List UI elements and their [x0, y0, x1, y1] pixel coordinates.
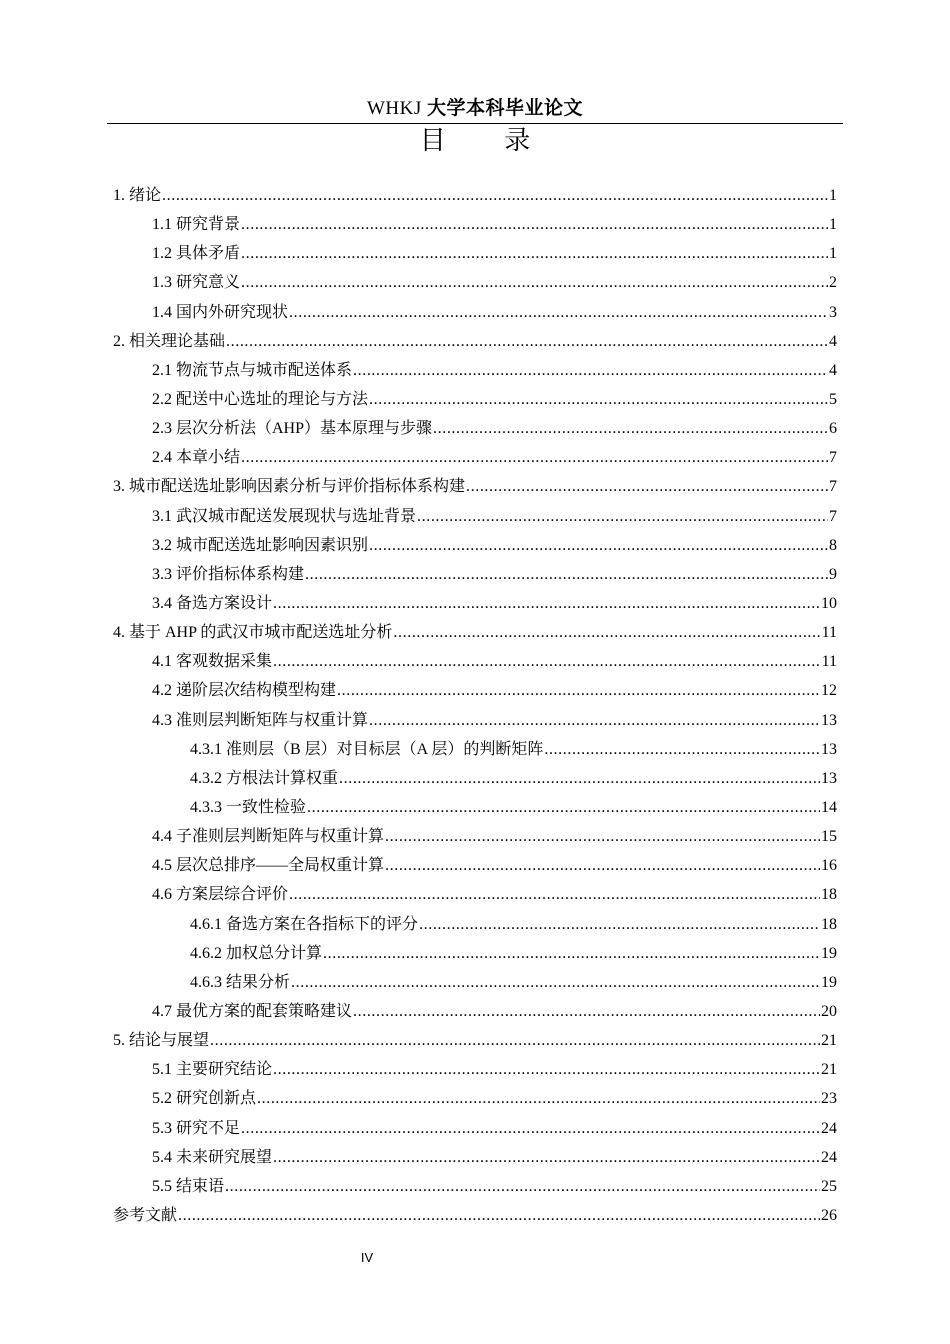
- toc-leader-dots: [226, 327, 828, 356]
- toc-entry-page: 15: [821, 828, 837, 846]
- toc-leader-dots: [307, 793, 820, 822]
- toc-entry[interactable]: [113, 268, 837, 297]
- toc-leader-dots: [178, 1201, 820, 1230]
- toc-entry[interactable]: [113, 1055, 837, 1084]
- toc-entry[interactable]: [113, 735, 837, 764]
- toc-entry-page: 4: [829, 332, 837, 350]
- toc-entry-page: 12: [821, 682, 837, 700]
- toc-leader-dots: [544, 735, 820, 764]
- toc-entry-label: 5.3 研究不足: [152, 1119, 241, 1137]
- toc-entry-label: 4.3.1 准则层（B 层）对目标层（A 层）的判断矩阵: [190, 740, 544, 758]
- toc-entry-page: 18: [821, 915, 837, 933]
- toc-leader-dots: [419, 910, 820, 939]
- toc-entry-label: 4.5 层次总排序——全局权重计算: [152, 857, 385, 875]
- running-header: [107, 96, 843, 124]
- toc-entry-label: 5.4 未来研究展望: [152, 1148, 273, 1166]
- toc-entry[interactable]: [113, 1084, 837, 1113]
- toc-entry-page: 19: [821, 944, 837, 962]
- toc-entry[interactable]: [113, 851, 837, 880]
- toc-entry-label: 4.6.3 结果分析: [190, 973, 291, 991]
- toc-leader-dots: [305, 560, 828, 589]
- toc-entry-label: 5.5 结束语: [152, 1177, 225, 1195]
- toc-entry[interactable]: [113, 822, 837, 851]
- toc-entry-label: 2.3 层次分析法（AHP）基本原理与步骤: [152, 420, 433, 438]
- toc-title: 目 录: [419, 126, 557, 155]
- toc-entry-page: 3: [829, 303, 837, 321]
- toc-entry-label: 5. 结论与展望: [113, 1032, 210, 1050]
- toc-entry-page: 13: [821, 769, 837, 787]
- toc-leader-dots: [289, 298, 828, 327]
- toc-entry[interactable]: [113, 939, 837, 968]
- toc-entry[interactable]: [113, 472, 837, 501]
- toc-entry[interactable]: [113, 793, 837, 822]
- toc-entry[interactable]: [113, 356, 837, 385]
- toc-leader-dots: [369, 706, 820, 735]
- toc-entry[interactable]: [113, 1201, 837, 1230]
- toc-entry[interactable]: [113, 1143, 837, 1172]
- toc-entry-label: 1.1 研究背景: [152, 216, 241, 234]
- toc-entry-label: 4.6.2 加权总分计算: [190, 944, 323, 962]
- toc-entry-label: 4.3.3 一致性检验: [190, 798, 307, 816]
- toc-entry-page: 21: [821, 1032, 837, 1050]
- toc-entry-label: 2. 相关理论基础: [113, 332, 226, 350]
- toc-entry-page: 23: [821, 1090, 837, 1108]
- toc-entry-page: 1: [829, 187, 837, 204]
- toc-leader-dots: [466, 472, 828, 501]
- toc-entry-page: 2: [829, 274, 837, 292]
- toc-entry-page: 16: [821, 857, 837, 875]
- toc-leader-dots: [385, 851, 820, 880]
- toc-entry[interactable]: [113, 210, 837, 239]
- toc-leader-dots: [353, 997, 820, 1026]
- toc-entry[interactable]: [113, 502, 837, 531]
- toc-entry[interactable]: [113, 997, 837, 1026]
- toc-entry-label: 4.3 准则层判断矩阵与权重计算: [152, 711, 369, 729]
- toc-entry[interactable]: [113, 385, 837, 414]
- toc-entry-page: 24: [821, 1148, 837, 1166]
- toc-entry-label: 4.1 客观数据采集: [152, 653, 273, 671]
- toc-entry-page: 9: [829, 565, 837, 583]
- toc-entry[interactable]: [113, 239, 837, 268]
- toc-leader-dots: [369, 531, 828, 560]
- toc-leader-dots: [273, 647, 821, 676]
- toc-leader-dots: [241, 443, 828, 472]
- toc-leader-dots: [210, 1026, 820, 1055]
- toc-entry-page: 14: [821, 798, 837, 816]
- toc-entry-page: 10: [821, 594, 837, 612]
- toc-leader-dots: [291, 968, 820, 997]
- toc-entry-page: 5: [829, 390, 837, 408]
- toc-entry[interactable]: [113, 560, 837, 589]
- toc-leader-dots: [241, 210, 828, 239]
- toc-entry[interactable]: [113, 589, 837, 618]
- toc-leader-dots: [273, 1143, 820, 1172]
- toc-entry-label: 4.4 子准则层判断矩阵与权重计算: [152, 828, 385, 846]
- toc-entry-label: 4.7 最优方案的配套策略建议: [152, 1002, 353, 1020]
- toc-entry-label: 3.1 武汉城市配送发展现状与选址背景: [152, 507, 417, 525]
- toc-entry-label: 1.2 具体矛盾: [152, 245, 241, 263]
- toc-entry[interactable]: [113, 181, 837, 210]
- toc-entry-label: 4.6 方案层综合评价: [152, 886, 289, 904]
- header-latin: WHKJ: [366, 98, 427, 119]
- toc-entry-page: 24: [821, 1119, 837, 1137]
- toc-entry[interactable]: [113, 1026, 837, 1055]
- toc-entry-label: 2.2 配送中心选址的理论与方法: [152, 390, 369, 408]
- toc-leader-dots: [393, 618, 820, 647]
- toc-entry[interactable]: [113, 1172, 837, 1201]
- toc-entry-label: 4.6.1 备选方案在各指标下的评分: [190, 915, 419, 933]
- toc-entry-label: 5.2 研究创新点: [152, 1090, 257, 1108]
- toc-entry[interactable]: [113, 910, 837, 939]
- toc-leader-dots: [323, 939, 820, 968]
- toc-leader-dots: [225, 1172, 820, 1201]
- toc-entry-label: 2.1 物流节点与城市配送体系: [152, 361, 353, 379]
- toc-leader-dots: [241, 239, 828, 268]
- header-title: 大学本科毕业论文: [427, 98, 584, 119]
- toc-entry-page: 20: [821, 1002, 837, 1020]
- toc-leader-dots: [417, 502, 828, 531]
- toc-entry-label: 3.2 城市配送选址影响因素识别: [152, 536, 369, 554]
- toc-entry-label: 4.2 递阶层次结构模型构建: [152, 682, 337, 700]
- toc-leader-dots: [257, 1084, 820, 1113]
- toc-entry-page: 8: [829, 536, 837, 554]
- toc-entry-page: 7: [829, 449, 837, 467]
- toc-entry-page: 4: [829, 361, 837, 379]
- toc-entry-label: 3.4 备选方案设计: [152, 594, 273, 612]
- toc-entry-label: 1.4 国内外研究现状: [152, 303, 289, 321]
- toc-entry-page: 21: [821, 1061, 837, 1079]
- toc-entry[interactable]: [113, 880, 837, 909]
- toc-entry-page: 26: [821, 1206, 837, 1224]
- toc-leader-dots: [339, 764, 820, 793]
- toc-entry-page: 7: [829, 507, 837, 525]
- toc-entry[interactable]: [113, 647, 837, 676]
- toc-leader-dots: [337, 676, 820, 705]
- toc-entry-label: 3.3 评价指标体系构建: [152, 565, 305, 583]
- toc-entry[interactable]: [113, 414, 837, 443]
- toc-entry-page: 11: [821, 624, 837, 642]
- toc-entry-page: 13: [821, 711, 837, 729]
- toc-entry[interactable]: [113, 764, 837, 793]
- toc-entry-label: 1. 绪论: [113, 187, 162, 204]
- toc-leader-dots: [273, 589, 820, 618]
- toc-entry-page: 19: [821, 973, 837, 991]
- toc-entry[interactable]: [113, 706, 837, 735]
- toc-leader-dots: [433, 414, 828, 443]
- toc-entry-page: 1: [829, 216, 837, 234]
- table-of-contents: [113, 181, 837, 1230]
- toc-entry[interactable]: [113, 618, 837, 647]
- toc-entry[interactable]: [113, 298, 837, 327]
- toc-entry-label: 4. 基于 AHP 的武汉市城市配送选址分析: [113, 624, 393, 642]
- toc-entry-page: 11: [821, 653, 837, 671]
- toc-leader-dots: [162, 181, 828, 210]
- toc-entry-label: 3. 城市配送选址影响因素分析与评价指标体系构建: [113, 478, 466, 496]
- toc-leader-dots: [273, 1055, 820, 1084]
- toc-entry-label: 4.3.2 方根法计算权重: [190, 769, 339, 787]
- toc-entry[interactable]: [113, 443, 837, 472]
- toc-entry-label: 2.4 本章小结: [152, 449, 241, 467]
- toc-entry[interactable]: [113, 327, 837, 356]
- toc-entry-page: 25: [821, 1177, 837, 1195]
- page-number: IV: [360, 1250, 374, 1265]
- toc-entry[interactable]: [113, 1114, 837, 1143]
- toc-entry-label: 1.3 研究意义: [152, 274, 241, 292]
- toc-entry[interactable]: [113, 531, 837, 560]
- toc-leader-dots: [241, 268, 828, 297]
- toc-entry-page: 7: [829, 478, 837, 496]
- toc-entry-page: 1: [829, 245, 837, 263]
- toc-leader-dots: [289, 880, 820, 909]
- toc-leader-dots: [353, 356, 828, 385]
- toc-entry[interactable]: [113, 968, 837, 997]
- toc-entry-label: 参考文献: [113, 1206, 178, 1224]
- toc-entry-page: 6: [829, 420, 837, 438]
- toc-entry-page: 13: [821, 740, 837, 758]
- toc-entry[interactable]: [113, 676, 837, 705]
- toc-entry-label: 5.1 主要研究结论: [152, 1061, 273, 1079]
- toc-entry-page: 18: [821, 886, 837, 904]
- toc-leader-dots: [369, 385, 828, 414]
- toc-leader-dots: [385, 822, 820, 851]
- toc-leader-dots: [241, 1114, 820, 1143]
